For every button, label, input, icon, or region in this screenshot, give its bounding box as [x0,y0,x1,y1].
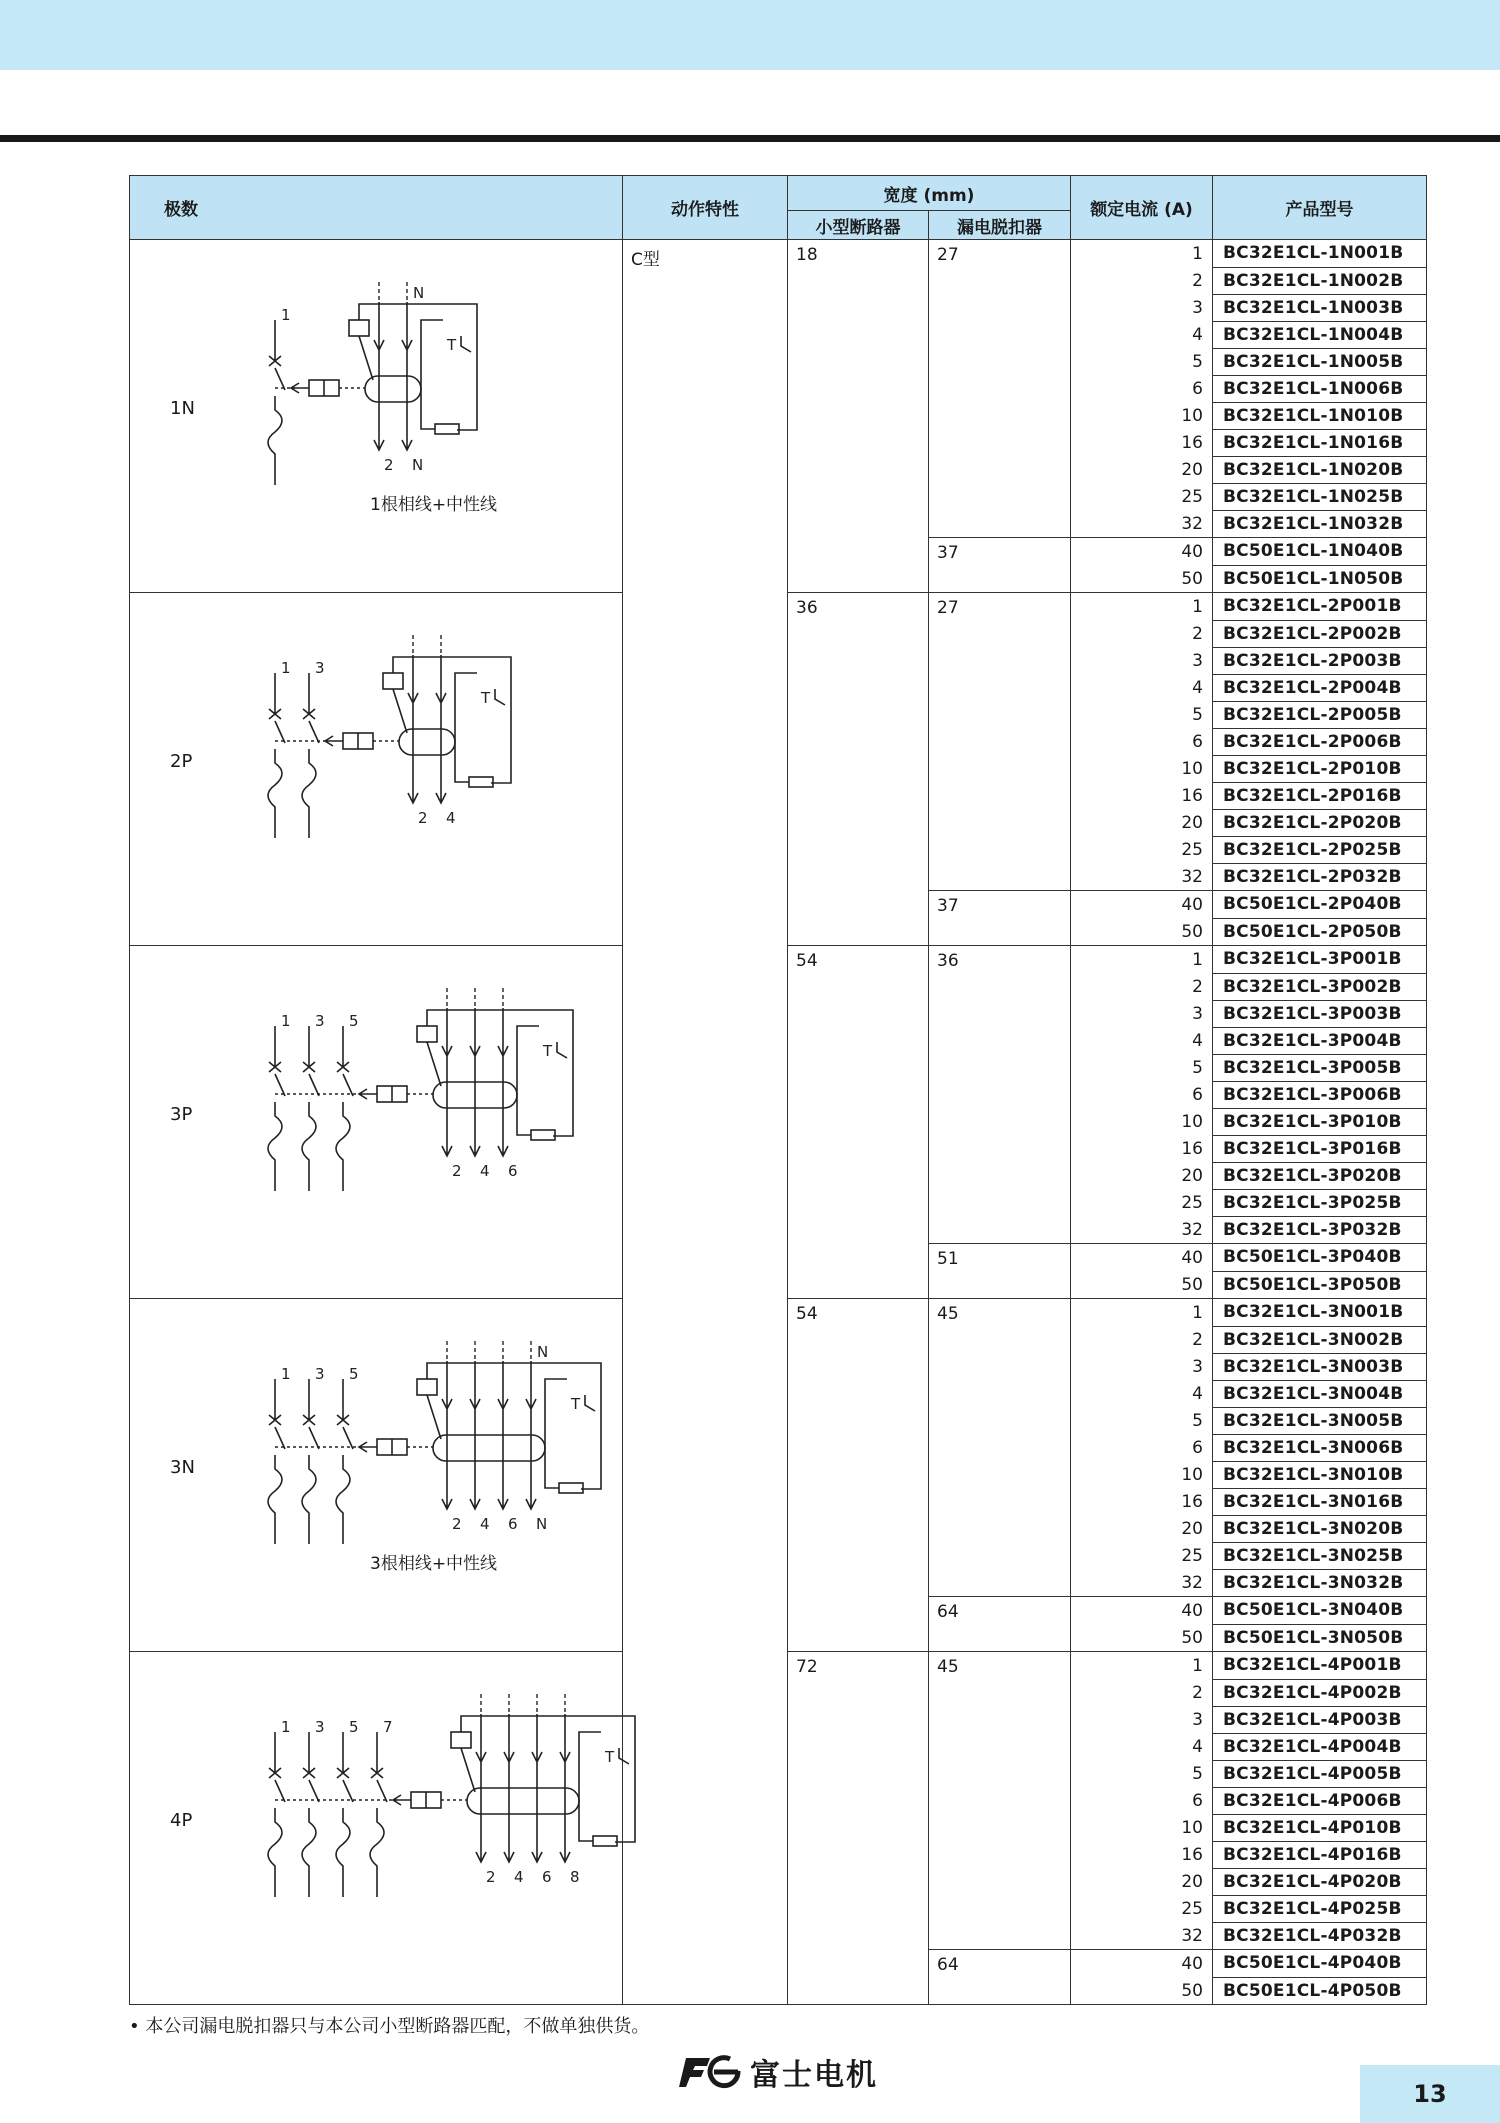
rcd-width-cell: 27 [929,240,1071,538]
terminal-out-label: 6 [508,1515,518,1533]
model-number-cell: BC32E1CL-4P020B [1213,1868,1427,1895]
rcd-width-cell: 45 [929,1299,1071,1597]
model-number-cell: BC32E1CL-4P003B [1213,1706,1427,1733]
rcd-width-cell: 64 [929,1950,1071,2005]
model-number-cell: BC32E1CL-1N001B [1213,240,1427,268]
terminal-out-label: 4 [446,809,456,827]
rated-current-cell: 16 [1071,1135,1213,1162]
page-number: 13 [1413,2080,1447,2108]
terminal-in-label: 1 [281,659,291,677]
circuit-diagram [265,633,595,853]
rated-current-cell: 3 [1071,1706,1213,1733]
model-number-cell: BC32E1CL-3P032B [1213,1216,1427,1244]
test-button-label: T [481,689,491,707]
model-number-cell: BC50E1CL-4P040B [1213,1950,1427,1978]
rated-current-cell: 4 [1071,1027,1213,1054]
model-number-cell: BC32E1CL-3N001B [1213,1299,1427,1327]
circuit-cell [130,1652,623,2005]
pole-label: 3N [170,1457,195,1478]
header-rated-current: 额定电流 (A) [1071,176,1213,240]
diagram-caption: 3根相线+中性线 [370,1554,498,1574]
mcb-width-cell: 54 [788,1299,929,1652]
model-number-cell: BC32E1CL-2P002B [1213,620,1427,647]
rated-current-cell: 25 [1071,483,1213,510]
model-number-cell: BC32E1CL-1N003B [1213,294,1427,321]
test-button-label: T [543,1042,553,1060]
rated-current-cell: 50 [1071,918,1213,946]
terminal-out-label: 4 [514,1868,524,1886]
rated-current-cell: 1 [1071,593,1213,621]
terminal-out-label: N [412,456,424,474]
rated-current-cell: 40 [1071,1950,1213,1978]
rated-current-cell: 3 [1071,1000,1213,1027]
mcb-width-cell: 36 [788,593,929,946]
model-number-cell: BC32E1CL-2P005B [1213,701,1427,728]
mcb-width-cell: 72 [788,1652,929,2005]
model-number-cell: BC32E1CL-3P016B [1213,1135,1427,1162]
terminal-out-label: N [536,1515,548,1533]
terminal-in-label: 7 [383,1718,393,1736]
rated-current-cell: 6 [1071,1081,1213,1108]
circuit-cell [130,1299,623,1652]
model-number-cell: BC50E1CL-3N050B [1213,1624,1427,1652]
circuit-cell [130,593,623,946]
model-number-cell: BC32E1CL-4P001B [1213,1652,1427,1680]
rated-current-cell: 10 [1071,1814,1213,1841]
terminal-in-label: 1 [281,1365,291,1383]
table-body [130,240,1427,2005]
circuit-diagram [265,1692,615,1912]
rated-current-cell: 5 [1071,1760,1213,1787]
terminal-out-label: 2 [418,809,428,827]
model-number-cell: BC50E1CL-1N040B [1213,538,1427,566]
rated-current-cell: 3 [1071,294,1213,321]
rated-current-cell: 5 [1071,1407,1213,1434]
rated-current-cell: 16 [1071,1841,1213,1868]
circuit-cell [130,946,623,1299]
rated-current-cell: 16 [1071,1488,1213,1515]
rated-current-cell: 6 [1071,1434,1213,1461]
rated-current-cell: 16 [1071,429,1213,456]
model-number-cell: BC50E1CL-1N050B [1213,565,1427,593]
top-band [0,0,1500,70]
model-number-cell: BC32E1CL-3P020B [1213,1162,1427,1189]
terminal-in-label: 5 [349,1365,359,1383]
rated-current-cell: 4 [1071,1733,1213,1760]
rcd-width-cell: 51 [929,1244,1071,1299]
rated-current-cell: 3 [1071,1353,1213,1380]
model-number-cell: BC32E1CL-1N010B [1213,402,1427,429]
page-number-box [1360,2065,1500,2123]
model-number-cell: BC32E1CL-3N010B [1213,1461,1427,1488]
model-number-cell: BC50E1CL-3P050B [1213,1271,1427,1299]
terminal-out-label: 2 [452,1515,462,1533]
rcd-width-cell: 64 [929,1597,1071,1652]
model-number-cell: BC32E1CL-2P025B [1213,836,1427,863]
rated-current-cell: 1 [1071,946,1213,974]
rated-current-cell: 32 [1071,863,1213,891]
model-number-cell: BC50E1CL-2P050B [1213,918,1427,946]
test-button-label: T [571,1395,581,1413]
model-number-cell: BC32E1CL-3P025B [1213,1189,1427,1216]
header-width: 宽度 (mm) [788,176,1071,211]
rated-current-cell: 4 [1071,321,1213,348]
rated-current-cell: 2 [1071,1326,1213,1353]
model-number-cell: BC32E1CL-2P020B [1213,809,1427,836]
model-number-cell: BC32E1CL-4P032B [1213,1922,1427,1950]
model-number-cell: BC32E1CL-1N016B [1213,429,1427,456]
test-button-label: T [605,1748,615,1766]
terminal-in-label: 1 [281,306,291,324]
rated-current-cell: 50 [1071,1271,1213,1299]
rated-current-cell: 2 [1071,620,1213,647]
terminal-in-label: 5 [349,1718,359,1736]
model-number-cell: BC50E1CL-3N040B [1213,1597,1427,1625]
terminal-out-label: 8 [570,1868,580,1886]
rated-current-cell: 40 [1071,1597,1213,1625]
rated-current-cell: 40 [1071,891,1213,919]
model-number-cell: BC32E1CL-2P032B [1213,863,1427,891]
model-number-cell: BC32E1CL-3N003B [1213,1353,1427,1380]
rated-current-cell: 10 [1071,755,1213,782]
rated-current-cell: 20 [1071,1868,1213,1895]
rated-current-cell: 3 [1071,647,1213,674]
table-row [130,240,1427,268]
model-number-cell: BC32E1CL-4P010B [1213,1814,1427,1841]
model-number-cell: BC32E1CL-1N020B [1213,456,1427,483]
header-mcb: 小型断路器 [788,211,929,240]
model-number-cell: BC32E1CL-3N025B [1213,1542,1427,1569]
model-number-cell: BC32E1CL-3P006B [1213,1081,1427,1108]
rated-current-cell: 32 [1071,1569,1213,1597]
circuit-cell [130,240,623,593]
model-number-cell: BC32E1CL-3N005B [1213,1407,1427,1434]
rated-current-cell: 32 [1071,1216,1213,1244]
terminal-out-label: 2 [486,1868,496,1886]
rated-current-cell: 5 [1071,1054,1213,1081]
rated-current-cell: 2 [1071,1679,1213,1706]
rated-current-cell: 2 [1071,973,1213,1000]
rated-current-cell: 4 [1071,674,1213,701]
rated-current-cell: 20 [1071,1515,1213,1542]
terminal-in-label: 1 [281,1012,291,1030]
brand [680,2050,878,2094]
terminal-in-label: 5 [349,1012,359,1030]
model-number-cell: BC32E1CL-2P016B [1213,782,1427,809]
rated-current-cell: 25 [1071,836,1213,863]
rated-current-cell: 1 [1071,1299,1213,1327]
pole-label: 3P [170,1104,193,1125]
model-number-cell: BC32E1CL-4P004B [1213,1733,1427,1760]
model-number-cell: BC32E1CL-1N002B [1213,267,1427,294]
pole-label: 2P [170,751,193,772]
rated-current-cell: 25 [1071,1189,1213,1216]
rated-current-cell: 16 [1071,782,1213,809]
header-rcd: 漏电脱扣器 [929,211,1071,240]
model-number-cell: BC32E1CL-3P003B [1213,1000,1427,1027]
rated-current-cell: 20 [1071,456,1213,483]
model-number-cell: BC32E1CL-4P016B [1213,1841,1427,1868]
mcb-width-cell: 18 [788,240,929,593]
rated-current-cell: 10 [1071,402,1213,429]
rcd-width-cell: 27 [929,593,1071,891]
model-number-cell: BC32E1CL-3P005B [1213,1054,1427,1081]
terminal-out-label: 6 [508,1162,518,1180]
rated-current-cell: 32 [1071,1922,1213,1950]
model-number-cell: BC32E1CL-3P001B [1213,946,1427,974]
brand-name: 富士电机 [750,2058,878,2093]
model-number-cell: BC32E1CL-1N004B [1213,321,1427,348]
rated-current-cell: 5 [1071,348,1213,375]
model-number-cell: BC32E1CL-3N006B [1213,1434,1427,1461]
mcb-width-cell: 54 [788,946,929,1299]
rcd-width-cell: 45 [929,1652,1071,1950]
pole-label: 1N [170,398,195,419]
header-poles: 极数 [130,176,623,240]
terminal-in-label: 3 [315,1012,325,1030]
rated-current-cell: 20 [1071,1162,1213,1189]
pole-label: 4P [170,1810,193,1831]
rated-current-cell: 25 [1071,1542,1213,1569]
model-number-cell: BC50E1CL-4P050B [1213,1977,1427,2005]
spec-table [129,175,1427,2005]
header-characteristic: 动作特性 [623,176,788,240]
fuji-electric-logo [680,2055,742,2089]
model-number-cell: BC32E1CL-4P002B [1213,1679,1427,1706]
neutral-top-label: N [413,284,425,302]
rated-current-cell: 25 [1071,1895,1213,1922]
rated-current-cell: 2 [1071,267,1213,294]
characteristic-cell: C型 [623,240,788,2005]
rated-current-cell: 4 [1071,1380,1213,1407]
circuit-diagram [265,280,595,500]
rated-current-cell: 32 [1071,510,1213,538]
model-number-cell: BC32E1CL-3N002B [1213,1326,1427,1353]
model-number-cell: BC32E1CL-3N004B [1213,1380,1427,1407]
rated-current-cell: 6 [1071,728,1213,755]
rated-current-cell: 10 [1071,1461,1213,1488]
terminal-in-label: 1 [281,1718,291,1736]
model-number-cell: BC32E1CL-3P004B [1213,1027,1427,1054]
model-number-cell: BC32E1CL-4P005B [1213,1760,1427,1787]
rated-current-cell: 50 [1071,1624,1213,1652]
rated-current-cell: 6 [1071,375,1213,402]
test-button-label: T [447,336,457,354]
terminal-in-label: 3 [315,1718,325,1736]
top-rule [0,135,1500,142]
terminal-out-label: 2 [452,1162,462,1180]
model-number-cell: BC32E1CL-1N006B [1213,375,1427,402]
rcd-width-cell: 37 [929,891,1071,946]
model-number-cell: BC32E1CL-3P002B [1213,973,1427,1000]
model-number-cell: BC32E1CL-2P003B [1213,647,1427,674]
model-number-cell: BC50E1CL-2P040B [1213,891,1427,919]
header-model: 产品型号 [1213,176,1427,240]
circuit-diagram [265,986,595,1206]
model-number-cell: BC32E1CL-1N032B [1213,510,1427,538]
model-number-cell: BC32E1CL-2P004B [1213,674,1427,701]
rated-current-cell: 40 [1071,1244,1213,1272]
rated-current-cell: 5 [1071,701,1213,728]
model-number-cell: BC50E1CL-3P040B [1213,1244,1427,1272]
rated-current-cell: 40 [1071,538,1213,566]
model-number-cell: BC32E1CL-3N016B [1213,1488,1427,1515]
terminal-out-label: 2 [384,456,394,474]
model-number-cell: BC32E1CL-2P010B [1213,755,1427,782]
rated-current-cell: 1 [1071,1652,1213,1680]
rcd-width-cell: 37 [929,538,1071,593]
model-number-cell: BC32E1CL-1N025B [1213,483,1427,510]
rated-current-cell: 50 [1071,565,1213,593]
neutral-top-label: N [537,1343,549,1361]
model-number-cell: BC32E1CL-4P006B [1213,1787,1427,1814]
diagram-caption: 1根相线+中性线 [370,495,498,515]
footnote: • 本公司漏电脱扣器只与本公司小型断路器匹配，不做单独供货。 [129,2016,650,2037]
circuit-diagram [265,1339,595,1559]
model-number-cell: BC32E1CL-1N005B [1213,348,1427,375]
terminal-out-label: 6 [542,1868,552,1886]
terminal-out-label: 4 [480,1162,490,1180]
model-number-cell: BC32E1CL-2P001B [1213,593,1427,621]
rated-current-cell: 50 [1071,1977,1213,2005]
rated-current-cell: 1 [1071,240,1213,268]
model-number-cell: BC32E1CL-3N032B [1213,1569,1427,1597]
model-number-cell: BC32E1CL-4P025B [1213,1895,1427,1922]
rated-current-cell: 20 [1071,809,1213,836]
terminal-in-label: 3 [315,1365,325,1383]
rcd-width-cell: 36 [929,946,1071,1244]
model-number-cell: BC32E1CL-2P006B [1213,728,1427,755]
rated-current-cell: 6 [1071,1787,1213,1814]
model-number-cell: BC32E1CL-3P010B [1213,1108,1427,1135]
terminal-out-label: 4 [480,1515,490,1533]
rated-current-cell: 10 [1071,1108,1213,1135]
model-number-cell: BC32E1CL-3N020B [1213,1515,1427,1542]
terminal-in-label: 3 [315,659,325,677]
